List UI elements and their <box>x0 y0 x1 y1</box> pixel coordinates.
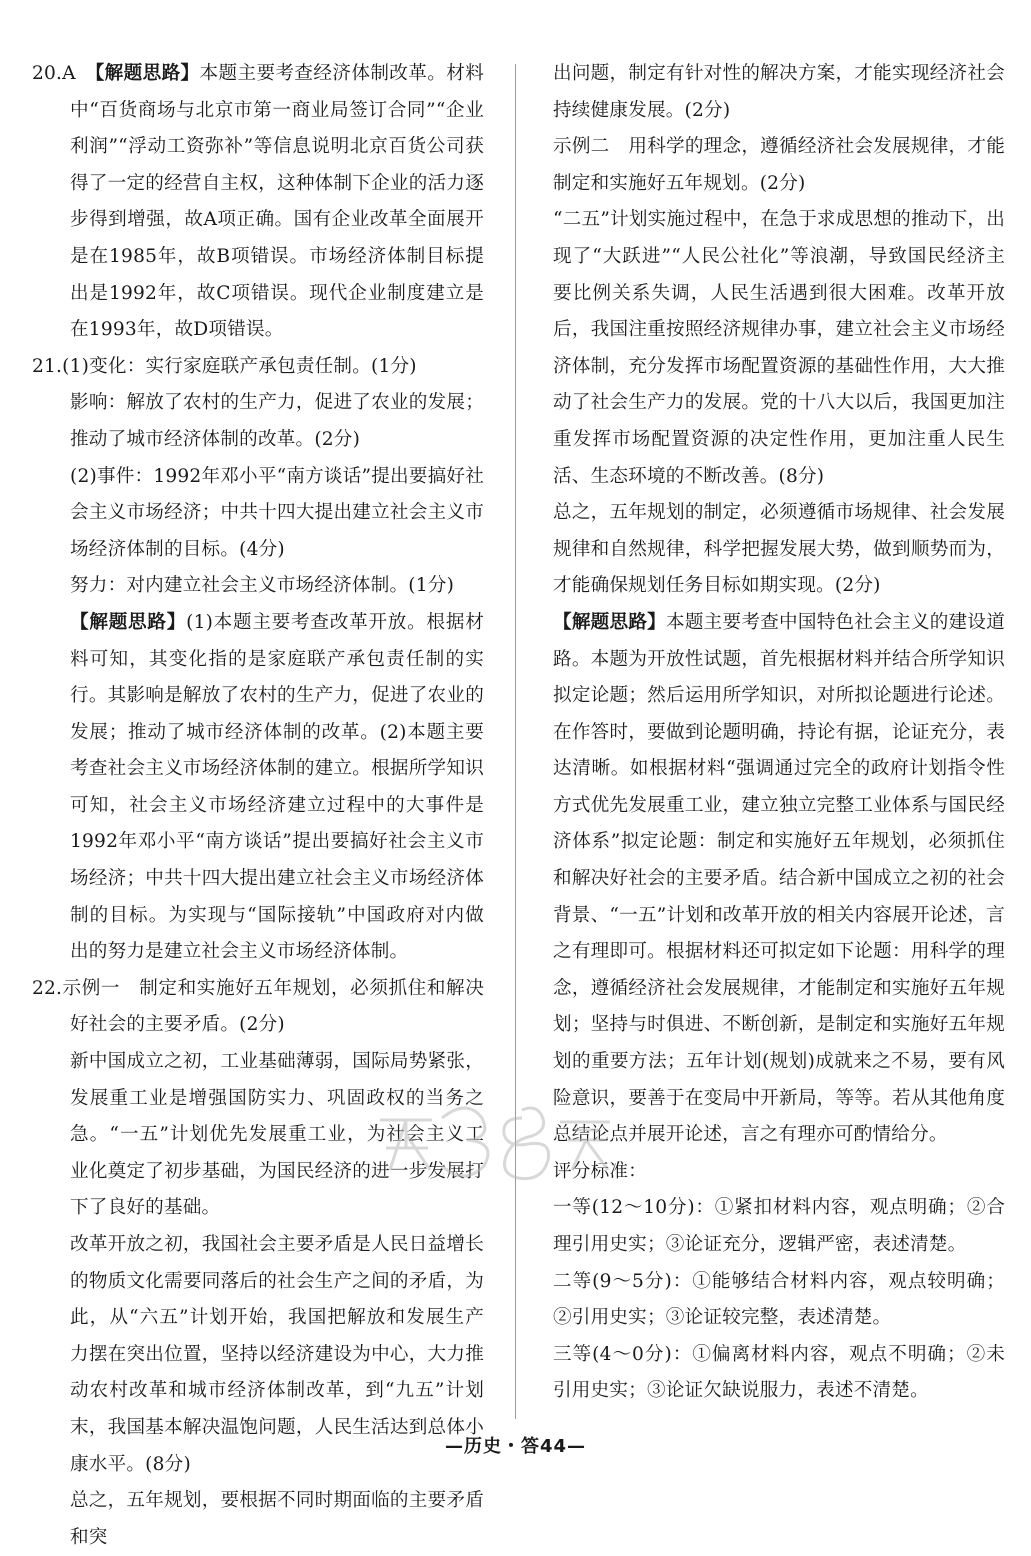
question-22-example1-thesis <box>32 971 484 1044</box>
grading-level-3: 三等(4～0分)：①偏离材料内容，观点不明确；②未引用史实；③论证欠缺说服力，表述不清楚。 <box>553 1343 1005 1402</box>
question-21-part1-change <box>32 349 484 386</box>
right-column <box>553 56 1005 1410</box>
solution-tag: 【解题思路】 <box>70 611 187 633</box>
question-21-part2-event: (2)事件：1992年邓小平“南方谈话”提出要搞好社会主义市场经济；中共十四大提出建立社会主义市场经济体制的目标。(4分) <box>70 465 484 560</box>
answer-choice: A <box>62 63 95 84</box>
grading-level-1: 一等(12～10分)：①紧扣材料内容，观点明确；②合理引用史实；③论证充分，逻辑严密，表述清楚。 <box>553 1197 1005 1255</box>
column-divider <box>515 64 516 1419</box>
question-22-solution <box>553 605 1005 1154</box>
question-22-example1-conclusion-cont: 出问题，制定有针对性的解决方案，才能实现经济社会持续健康发展。(2分) <box>553 63 1005 121</box>
answer-text: 示例一 制定和实施好五年规划，必须抓住和解决好社会的主要矛盾。(2分) <box>62 977 484 1036</box>
question-number: 21. <box>32 355 63 377</box>
question-22-example2-thesis: 示例二 用科学的理念，遵循经济社会发展规律，才能制定和实施好五年规划。(2分) <box>553 136 1005 194</box>
question-21-part2-effort: 努力：对内建立社会主义市场经济体制。(1分) <box>70 575 455 597</box>
solution-tag: 【解题思路】 <box>94 63 200 84</box>
solution-text: 本题主要考查中国特色社会主义的建设道路。本题为开放性试题，首先根据材料并结合所学知识拟定论题；然后运用所学知识，对所拟论题进行论述。在作答时，要做到论题明确，持论有据，论证充分，表达清晰。如根据材料“强调通过完全的政府计划指令性方式优先发展重工业，建立独立完整工业体系与国民经济体系”拟定论题：制定和实施好五年规划，必须抓住和解决好社会的主要矛盾。结合新中国成立之初的社会背景、“一五”计划和改革开放的相关内容展开论述，言之有理即可。根据材料还可拟定如下论题：用科学的理念，遵循经济社会发展规律，才能制定和实施好五年规划；坚持与时俱进、不断创新，是制定和实施好五年规划的重要方法；五年计划(规划)成就来之不易，要有风险意识，要善于在变局中开新局，等等。若从其他角度总结论点并展开论述，言之有理亦可酌情给分。 <box>553 611 1005 1146</box>
question-22-example1-para2: 改革开放之初，我国社会主要矛盾是人民日益增长的物质文化需要同落后的社会生产之间的矛盾，为此，从“六五”计划开始，我国把解放和发展生产力摆在突出位置，坚持以经济建设为中心，大力推动农村改革和城市经济体制改革，到“九五”计划末，我国基本解决温饱问题，人民生活达到总体小康水平。(8分) <box>70 1234 484 1475</box>
grading-level-2: 二等(9～5分)：①能够结合材料内容，观点较明确；②引用史实；③论证较完整，表述清楚。 <box>553 1270 1005 1329</box>
answer-text: (1)变化：实行家庭联产承包责任制。(1分) <box>62 355 417 377</box>
solution-tag: 【解题思路】 <box>553 611 667 633</box>
solution-text: (1)本题主要考查改革开放。根据材料可知，其变化指的是家庭联产承包责任制的实行。其影响是解放了农村的生产力，促进了农业的发展；推动了城市经济体制的改革。(2)本题主要考查社会主义市场经济体制的建立。根据所学知识可知，社会主义市场经济建立过程中的大事件是1992年邓小平“南方谈话”提出要搞好社会主义市场经济；中共十四大提出建立社会主义市场经济体制的目标。为实现与“国际接轨”中国政府对内做出的努力是建立社会主义市场经济体制。 <box>70 611 484 963</box>
question-22-example2-conclusion: 总之，五年规划的制定，必须遵循市场规律、社会发展规律和自然规律，科学把握发展大势，做到顺势而为，才能确保规划任务目标如期实现。(2分) <box>553 502 1005 597</box>
question-22-example2-body: “二五”计划实施过程中，在急于求成思想的推动下，出现了“大跃进”“人民公社化”等浪潮，导致国民经济主要比例关系失调，人民生活遇到很大困难。改革开放后，我国注重按照经济规律办事，建立社会主义市场经济体制，充分发挥市场配置资源的基础性作用，大大推动了社会生产力的发展。党的十八大以后，我国更加注重发挥市场配置资源的决定性作用，更加注重人民生活、生态环境的不断改善。(8分) <box>553 209 1005 487</box>
solution-text: 本题主要考查经济体制改革。材料中“百货商场与北京市第一商业局签订合同”“企业利润”“浮动工资弥补”等信息说明北京百货公司获得了一定的经营自主权，这种体制下企业的活力逐步得到增强，故A项正确。国有企业改革全面展开是在1985年，故B项错误。市场经济体制目标提出是1992年，故C项错误。现代企业制度建立是在1993年，故D项错误。 <box>70 63 484 341</box>
question-22-example1-conclusion: 总之，五年规划，要根据不同时期面临的主要矛盾和突 <box>70 1490 484 1548</box>
question-number: 22. <box>32 977 63 999</box>
question-21-part1-impact: 影响：解放了农村的生产力，促进了农业的发展；推动了城市经济体制的改革。(2分) <box>70 392 484 450</box>
question-number: 20. <box>32 63 63 84</box>
grading-criteria-heading: 评分标准： <box>553 1160 647 1182</box>
left-column <box>32 56 484 1556</box>
question-22-example1-para1: 新中国成立之初，工业基础薄弱，国际局势紧张，发展重工业是增强国防实力、巩固政权的当务之急。“一五”计划优先发展重工业，为社会主义工业化奠定了初步基础，为国民经济的进一步发展打下了良好的基础。 <box>70 1051 484 1219</box>
question-21-solution <box>32 605 484 971</box>
question-20-answer <box>32 56 484 349</box>
page-footer: —历史・答44— <box>444 1436 587 1457</box>
